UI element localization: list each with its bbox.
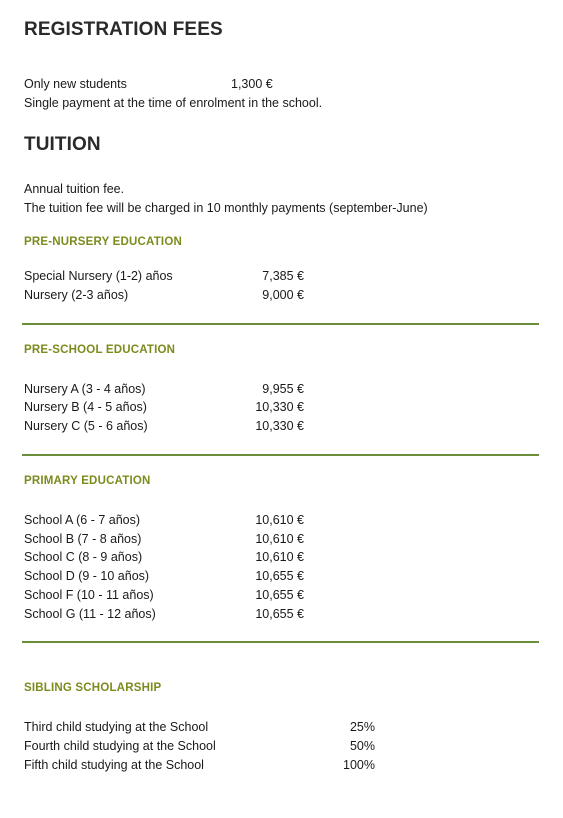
tuition-heading: TUITION xyxy=(24,134,101,155)
fee-row-price: 10,655 € xyxy=(255,588,304,602)
pre-school-heading: PRE-SCHOOL EDUCATION xyxy=(24,344,176,356)
fee-row-label: Nursery A (3 - 4 años) xyxy=(24,382,146,396)
pre-nursery-heading: PRE-NURSERY EDUCATION xyxy=(24,236,182,248)
fee-row-label: School G (11 - 12 años) xyxy=(24,607,156,621)
registration-note: Single payment at the time of enrolment in the school. xyxy=(24,96,323,110)
fee-row-price: 9,000 € xyxy=(262,288,304,302)
section-divider xyxy=(22,641,539,643)
fee-row-price: 10,330 € xyxy=(255,400,304,414)
fee-row-price: 10,610 € xyxy=(255,513,304,527)
fee-row-price: 7,385 € xyxy=(262,269,304,283)
primary-heading: PRIMARY EDUCATION xyxy=(24,475,151,487)
discount-row-label: Third child studying at the School xyxy=(24,720,209,734)
registration-fee-price: 1,300 € xyxy=(231,77,273,91)
new-students-label: Only new students xyxy=(24,77,127,91)
fee-row-price: 10,655 € xyxy=(255,569,304,583)
fee-row-label: Special Nursery (1-2) años xyxy=(24,269,173,283)
discount-row-label: Fifth child studying at the School xyxy=(24,758,204,772)
fee-row-price: 10,330 € xyxy=(255,419,304,433)
tuition-note-payments: The tuition fee will be charged in 10 monthly payments (september-June) xyxy=(24,201,428,215)
fee-row-price: 10,655 € xyxy=(255,607,304,621)
discount-row-value: 25% xyxy=(349,720,375,734)
fee-row-price: 9,955 € xyxy=(262,382,304,396)
section-divider xyxy=(22,454,539,456)
fee-row-label: School A (6 - 7 años) xyxy=(24,513,141,527)
fee-row-label: Nursery (2-3 años) xyxy=(24,288,129,302)
tuition-note-annual: Annual tuition fee. xyxy=(24,182,125,196)
fee-row-price: 10,610 € xyxy=(255,550,304,564)
discount-row-value: 50% xyxy=(349,739,375,753)
registration-fees-heading: REGISTRATION FEES xyxy=(24,19,223,40)
discount-row-label: Fourth child studying at the School xyxy=(24,739,216,753)
fee-row-label: School C (8 - 9 años) xyxy=(24,550,143,564)
fee-row-label: School B (7 - 8 años) xyxy=(24,532,142,546)
sibling-scholarship-heading: SIBLING SCHOLARSHIP xyxy=(24,682,162,694)
section-divider xyxy=(22,323,539,325)
fee-row-price: 10,610 € xyxy=(255,532,304,546)
fee-row-label: Nursery B (4 - 5 años) xyxy=(24,400,147,414)
fee-row-label: School D (9 - 10 años) xyxy=(24,569,150,583)
fee-row-label: School F (10 - 11 años) xyxy=(24,588,154,602)
fee-row-label: Nursery C (5 - 6 años) xyxy=(24,419,148,433)
discount-row-value: 100% xyxy=(343,758,375,772)
